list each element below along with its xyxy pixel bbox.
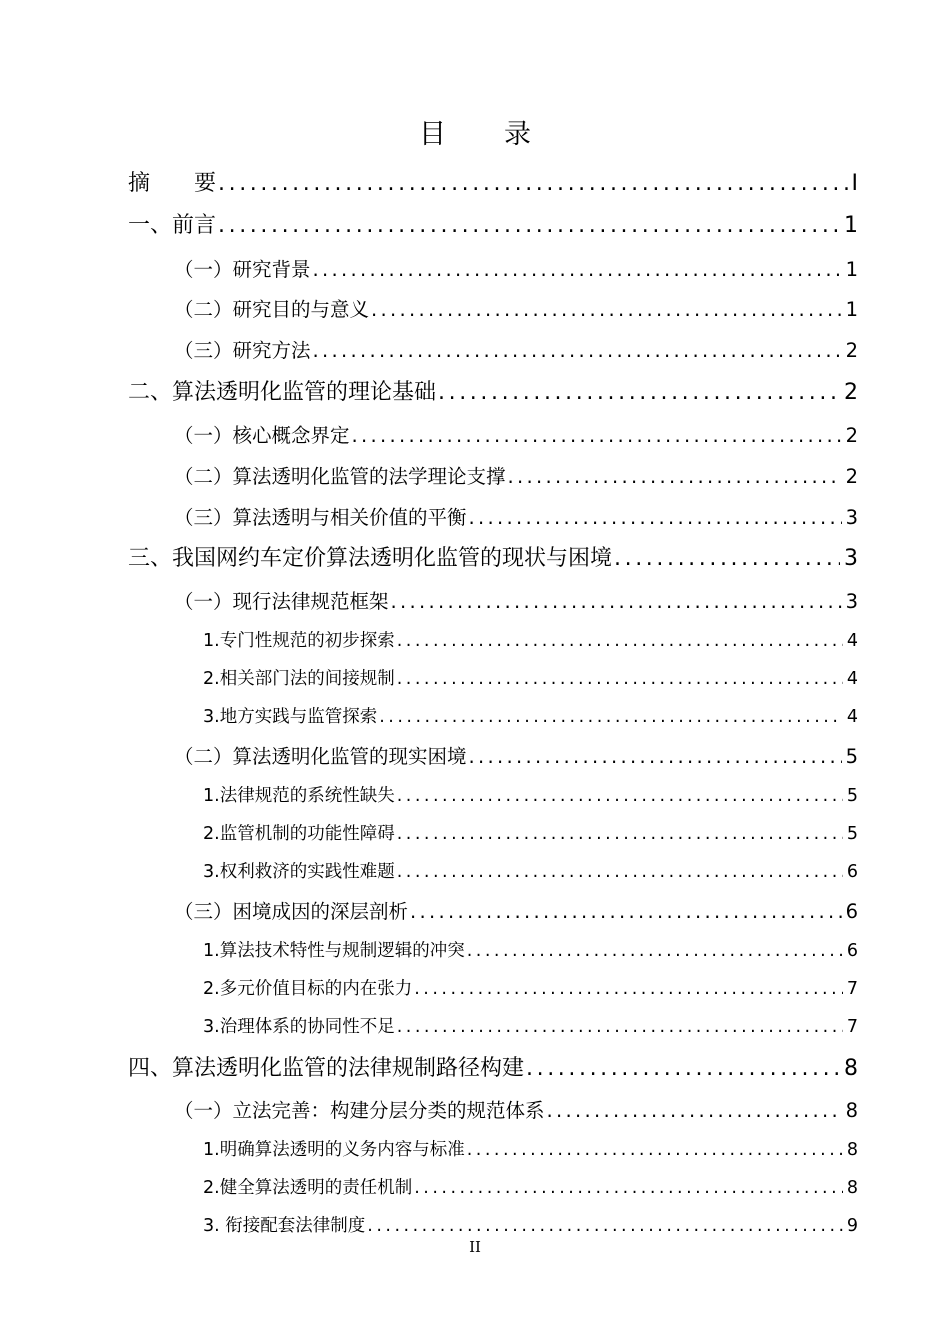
toc-entry-label: 四、算法透明化监管的法律规制路径构建 — [128, 1056, 525, 1081]
toc-leader-dots — [410, 900, 842, 923]
toc-entry-subsection-4-1-2[interactable] — [203, 1174, 858, 1199]
toc-leader-dots — [469, 506, 842, 529]
toc-page-number: 8 — [845, 1099, 858, 1122]
toc-entry-subsection-4-1-1[interactable] — [203, 1136, 858, 1161]
toc-leader-dots — [371, 298, 842, 321]
toc-entry-label: （二）算法透明化监管的现实困境 — [174, 745, 467, 768]
toc-entry-subsection-3-3-1[interactable] — [203, 937, 858, 962]
toc-leader-dots — [397, 631, 843, 651]
toc-entry-label: 3. 衔接配套法律制度 — [203, 1216, 366, 1236]
toc-leader-dots — [469, 745, 842, 768]
page-number-footer: II — [469, 1238, 481, 1256]
toc-page-number: 3 — [845, 506, 858, 529]
toc-page-number: 8 — [844, 1056, 858, 1081]
toc-entry-label: （三）算法透明与相关价值的平衡 — [174, 506, 467, 529]
toc-entry-label: （一）立法完善：构建分层分类的规范体系 — [174, 1099, 545, 1122]
toc-leader-dots — [218, 171, 847, 196]
toc-entry-label: 三、我国网约车定价算法透明化监管的现状与困境 — [128, 546, 613, 571]
toc-entry-chapter-1[interactable] — [128, 208, 858, 239]
toc-leader-dots — [313, 258, 842, 281]
toc-entry-section-3-3[interactable] — [174, 896, 858, 924]
toc-leader-dots — [397, 1017, 843, 1037]
toc-entry-label: 一、前言 — [128, 213, 217, 238]
toc-entry-section-2-2[interactable] — [174, 461, 858, 489]
toc-title — [0, 112, 950, 151]
toc-page-number: 2 — [844, 380, 858, 405]
toc-leader-dots — [218, 213, 840, 238]
toc-entry-label: （一）研究背景 — [174, 258, 311, 281]
toc-leader-dots — [313, 339, 842, 362]
toc-leader-dots — [467, 1140, 843, 1160]
toc-page-number: 5 — [845, 745, 858, 768]
toc-entry-subsection-3-2-3[interactable] — [203, 858, 858, 883]
toc-page-number: I — [851, 171, 858, 196]
toc-entry-label: （一）核心概念界定 — [174, 424, 350, 447]
toc-entry-label: （二）研究目的与意义 — [174, 298, 370, 321]
toc-page-number: 2 — [845, 465, 858, 488]
toc-entry-subsection-3-1-2[interactable] — [203, 665, 858, 690]
toc-entry-section-1-1[interactable] — [174, 254, 858, 282]
toc-leader-dots — [391, 590, 842, 613]
toc-entry-label: 2.相关部门法的间接规制 — [203, 669, 395, 689]
toc-leader-dots — [352, 424, 842, 447]
toc-entry-section-1-2[interactable] — [174, 294, 858, 322]
toc-leader-dots — [397, 862, 843, 882]
toc-entry-subsection-3-2-2[interactable] — [203, 820, 858, 845]
toc-leader-dots — [414, 979, 843, 999]
toc-entry-label: 摘 要 — [128, 171, 217, 196]
toc-entry-abstract[interactable] — [128, 166, 858, 197]
toc-leader-dots — [526, 1056, 840, 1081]
toc-entry-section-4-1[interactable] — [174, 1095, 858, 1123]
toc-leader-dots — [508, 465, 842, 488]
toc-page-number: 6 — [845, 900, 858, 923]
toc-entry-label: 1.算法技术特性与规制逻辑的冲突 — [203, 941, 465, 961]
toc-title-char-2: 录 — [504, 119, 531, 150]
toc-entry-chapter-3[interactable] — [128, 541, 858, 572]
toc-page-number: 5 — [846, 824, 858, 844]
toc-entry-label: 1.法律规范的系统性缺失 — [203, 786, 395, 806]
toc-entry-subsection-3-2-1[interactable] — [203, 782, 858, 807]
toc-leader-dots — [379, 707, 843, 727]
toc-entry-label: 3.治理体系的协同性不足 — [203, 1017, 395, 1037]
toc-entry-label: 2.健全算法透明的责任机制 — [203, 1178, 413, 1198]
toc-entry-label: 2.监管机制的功能性障碍 — [203, 824, 395, 844]
toc-page-number: 6 — [846, 862, 858, 882]
toc-entry-label: （二）算法透明化监管的法学理论支撑 — [174, 465, 506, 488]
toc-page-number: 3 — [845, 590, 858, 613]
toc-entry-section-1-3[interactable] — [174, 335, 858, 363]
toc-leader-dots — [414, 1178, 843, 1198]
toc-entry-section-3-1[interactable] — [174, 586, 858, 614]
toc-page-number: 4 — [846, 669, 858, 689]
toc-leader-dots — [397, 824, 843, 844]
toc-entry-chapter-2[interactable] — [128, 375, 858, 406]
toc-entry-label: 3.权利救济的实践性难题 — [203, 862, 395, 882]
toc-page-number: 4 — [846, 707, 858, 727]
toc-entry-subsection-3-1-1[interactable] — [203, 627, 858, 652]
toc-page-number: 5 — [846, 786, 858, 806]
toc-leader-dots — [614, 546, 840, 571]
toc-entry-chapter-4[interactable] — [128, 1051, 858, 1082]
toc-entry-section-3-2[interactable] — [174, 741, 858, 769]
toc-page-number: 6 — [846, 941, 858, 961]
toc-leader-dots — [397, 786, 843, 806]
toc-leader-dots — [397, 669, 843, 689]
toc-entry-label: 1.明确算法透明的义务内容与标准 — [203, 1140, 465, 1160]
toc-entry-subsection-3-3-3[interactable] — [203, 1013, 858, 1038]
toc-entry-label: （三）困境成因的深层剖析 — [174, 900, 409, 923]
toc-page-number: 7 — [846, 1017, 858, 1037]
toc-page-number: 8 — [846, 1178, 858, 1198]
toc-entry-label: （三）研究方法 — [174, 339, 311, 362]
toc-page-number: 3 — [844, 546, 858, 571]
toc-entry-subsection-4-1-3[interactable] — [203, 1212, 858, 1237]
toc-leader-dots — [547, 1099, 842, 1122]
toc-page-number: 2 — [845, 424, 858, 447]
toc-entry-subsection-3-3-2[interactable] — [203, 975, 858, 1000]
toc-page-number: 1 — [844, 213, 858, 238]
toc-page-number: 1 — [845, 258, 858, 281]
toc-entry-label: 2.多元价值目标的内在张力 — [203, 979, 413, 999]
toc-entry-label: 3.地方实践与监管探索 — [203, 707, 378, 727]
toc-page-number: 1 — [845, 298, 858, 321]
toc-page-number: 2 — [845, 339, 858, 362]
toc-page-number: 7 — [846, 979, 858, 999]
toc-leader-dots — [367, 1216, 843, 1236]
toc-page-number: 8 — [846, 1140, 858, 1160]
toc-entry-label: 1.专门性规范的初步探索 — [203, 631, 395, 651]
toc-entry-subsection-3-1-3[interactable] — [203, 703, 858, 728]
toc-leader-dots — [438, 380, 840, 405]
toc-page-number: 4 — [846, 631, 858, 651]
toc-entry-section-2-3[interactable] — [174, 502, 858, 530]
toc-leader-dots — [467, 941, 843, 961]
toc-entry-label: 二、算法透明化监管的理论基础 — [128, 380, 437, 405]
toc-page-number: 9 — [846, 1216, 858, 1236]
toc-entry-label: （一）现行法律规范框架 — [174, 590, 389, 613]
toc-title-char-1: 目 — [419, 119, 446, 150]
toc-entry-section-2-1[interactable] — [174, 420, 858, 448]
